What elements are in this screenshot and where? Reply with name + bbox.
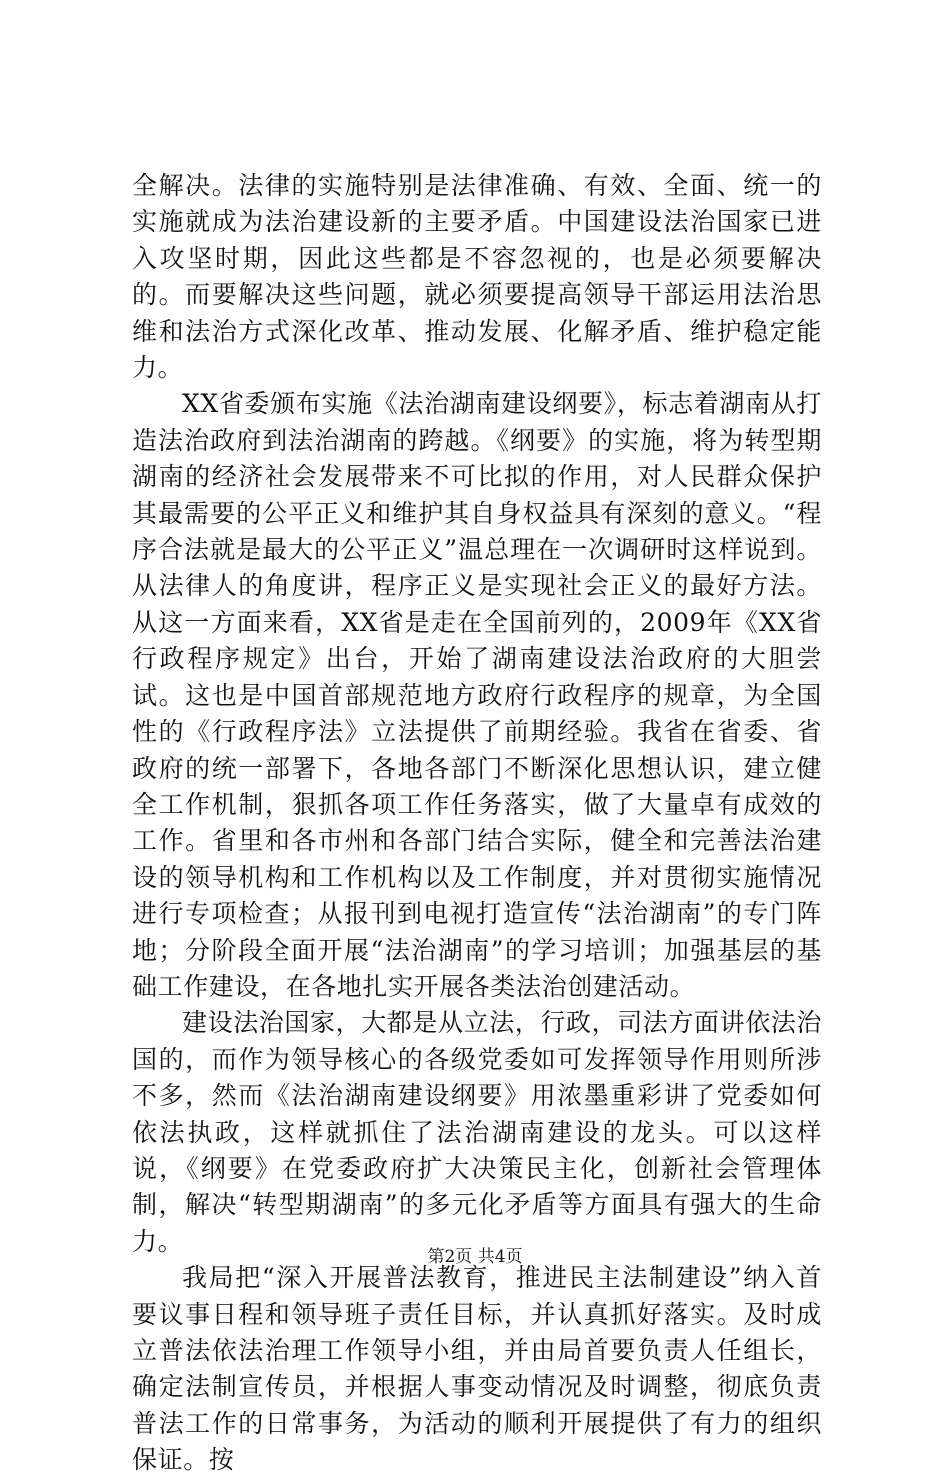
- paragraph-bureau-work: 我局把“深入开展普法教育，推进民主法制建设”纳入首要议事日程和领导班子责任目标，并认真抓好落实。及时成立普法依法治理工作领导小组，并由局首要负责人任组长，确定法制宣传员，并根据人事变动情况及时调整，彻底负责普法工作的日常事务，为活动的顺利开展提供了有力的组织保证。按: [132, 1263, 822, 1475]
- paragraph-legal-outline: XX省委颁布实施《法治湖南建设纲要》，标志着湖南从打造法治政府到法治湖南的跨越。《纲要》的实施，将为转型期湖南的经济社会发展带来不可比拟的作用，对人民群众保护其最需要的公平正义和维护其自身权益具有深刻的意义。“程序合法就是最大的公平正义”温总理在一次调研时这样说到。从法律人的角度讲，程序正义是实现社会正义的最好方法。从这一方面来看，XX省是走在全国前列的，2009年《XX省行政程序规定》出台，开始了湖南建设法治政府的大胆尝试。这也是中国首部规范地方政府行政程序的规章，为全国性的《行政程序法》立法提供了前期经验。我省在省委、省政府的统一部署下，各地各部门不断深化思想认识，建立健全工作机制，狠抓各项工作任务落实，做了大量卓有成效的工作。省里和各市州和各部门结合实际，健全和完善法治建设的领导机构和工作机构以及工作制度，并对贯彻实施情况进行专项检查；从报刊到电视打造宣传“法治湖南”的专门阵地；分阶段全面开展“法治湖南”的学习培训；加强基层的基础工作建设，在各地扎实开展各类法治创建活动。: [132, 389, 822, 1001]
- paragraph-continuation: 全解决。法律的实施特别是法律准确、有效、全面、统一的实施就成为法治建设新的主要矛盾。中国建设法治国家已进入攻坚时期，因此这些都是不容忽视的，也是必须要解决的。而要解决这些问题，就必须要提高领导干部运用法治思维和法治方式深化改革、推动发展、化解矛盾、维护稳定能力。: [132, 171, 822, 383]
- paragraph-party-governance: 建设法治国家，大都是从立法，行政，司法方面讲依法治国的，而作为领导核心的各级党委如可发挥领导作用则所涉不多，然而《法治湖南建设纲要》用浓墨重彩讲了党委如何依法执政，这样就抓住了法治湖南建设的龙头。可以这样说，《纲要》在党委政府扩大决策民主化，创新社会管理体制，解决“转型期湖南”的多元化矛盾等方面具有强大的生命力。: [132, 1008, 823, 1256]
- page-number-footer: 第2页 共4页: [427, 1247, 523, 1267]
- document-body: [132, 168, 822, 1479]
